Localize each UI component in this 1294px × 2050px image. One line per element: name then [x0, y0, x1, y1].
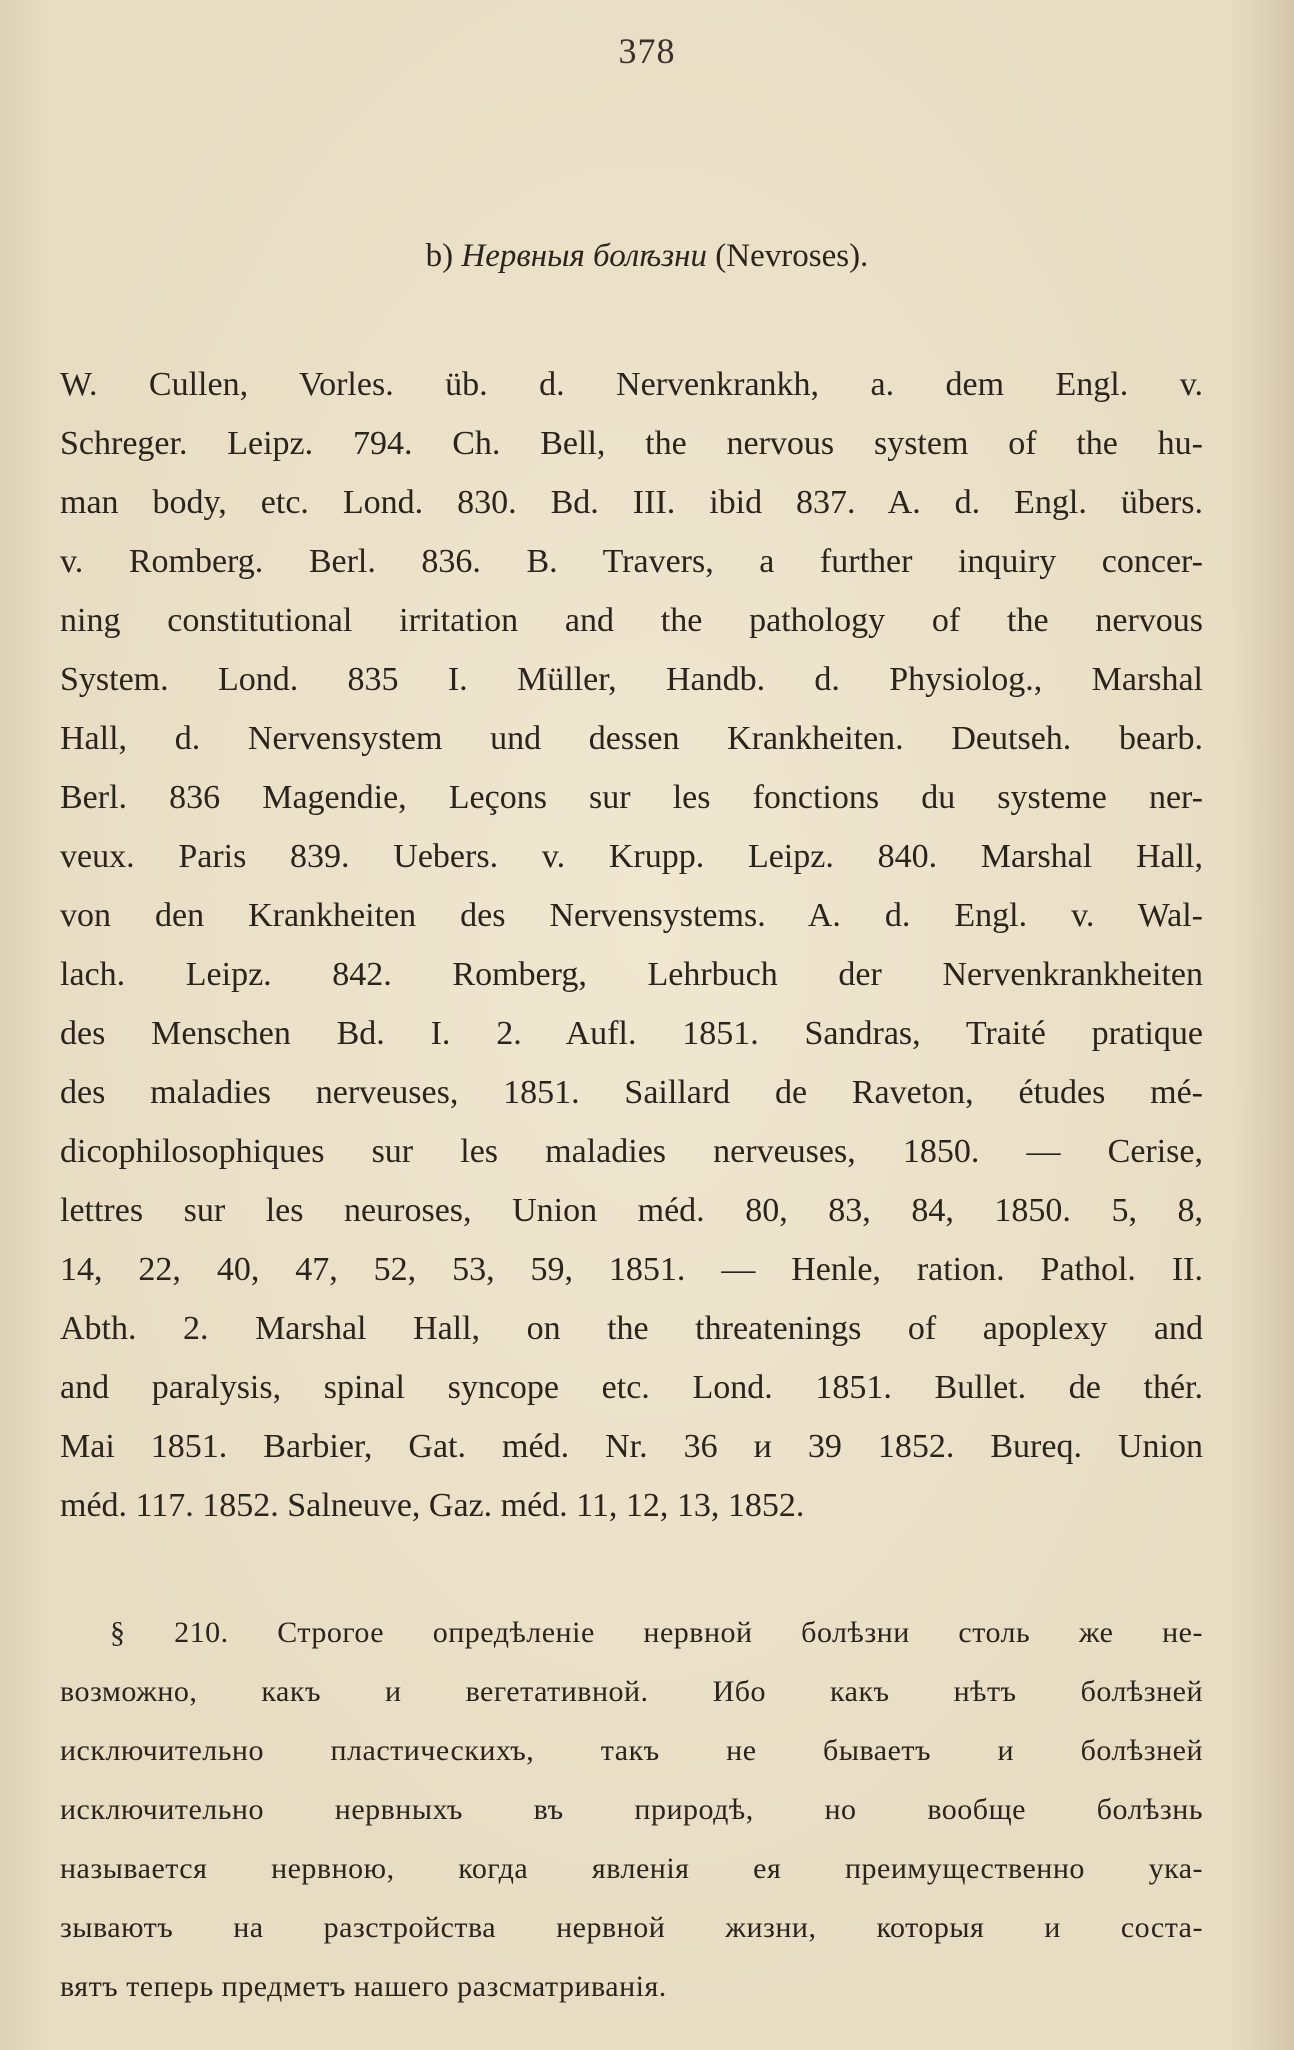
bibliography-line: System. Lond. 835 I. Müller, Handb. d. Physiolog., Marshal	[60, 661, 1203, 698]
bibliography-line: des maladies nerveuses, 1851. Saillard de Raveton, études mé-	[60, 1074, 1203, 1111]
page-number: 378	[618, 31, 676, 71]
paragraph-line: зываютъ на разстройства нервной жизни, которыя и соста-	[60, 1911, 1203, 1944]
paragraph-line: исключительно нервныхъ въ природѣ, но вообще болѣзнь	[60, 1793, 1203, 1826]
paragraph-line: называется нервною, когда явленія ея преимущественно ука-	[60, 1852, 1203, 1885]
section-heading	[0, 232, 1294, 280]
bibliography-line: dicophilosophiques sur les maladies nerveuses, 1850. — Cerise,	[60, 1133, 1203, 1170]
bibliography-line: Mai 1851. Barbier, Gat. méd. Nr. 36 и 39 1852. Bureq. Union	[60, 1428, 1203, 1465]
bibliography-line: 14, 22, 40, 47, 52, 53, 59, 1851. — Henle, ration. Pathol. II.	[60, 1251, 1203, 1288]
paragraph-line: исключительно пластическихъ, такъ не бываетъ и болѣзней	[60, 1734, 1203, 1767]
bibliography-line: Berl. 836 Magendie, Leçons sur les fonctions du systeme ner-	[60, 779, 1203, 816]
bibliography-line: W. Cullen, Vorles. üb. d. Nervenkrankh, a. dem Engl. v.	[60, 366, 1203, 403]
bibliography-line: veux. Paris 839. Uebers. v. Krupp. Leipz. 840. Marshal Hall,	[60, 838, 1203, 875]
section-title-french: (Nevroses).	[715, 238, 869, 274]
bibliography-line: and paralysis, spinal syncope etc. Lond. 1851. Bullet. de thér.	[60, 1369, 1203, 1406]
paragraph-line: вятъ теперь предметъ нашего разсматриванія.	[60, 1970, 667, 2003]
paragraph-line: возможно, какъ и вегетативной. Ибо какъ нѣтъ болѣзней	[60, 1675, 1203, 1708]
bibliography-line: des Menschen Bd. I. 2. Aufl. 1851. Sandras, Traité pratique	[60, 1015, 1203, 1052]
bibliography-line: ning constitutional irritation and the pathology of the nervous	[60, 602, 1203, 639]
bibliography-line: méd. 117. 1852. Salneuve, Gaz. méd. 11, 12, 13, 1852.	[60, 1487, 805, 1524]
bibliography-line: Schreger. Leipz. 794. Ch. Bell, the nervous system of the hu-	[60, 425, 1203, 462]
paragraph-line: § 210. Строгое опредѣленіе нервной болѣзни столь же не-	[110, 1616, 1203, 1649]
bibliography-line: von den Krankheiten des Nervensystems. A. d. Engl. v. Wal-	[60, 897, 1203, 934]
section-label: b)	[425, 238, 454, 274]
bibliography-line: v. Romberg. Berl. 836. B. Travers, a further inquiry concer-	[60, 543, 1203, 580]
bibliography-line: lettres sur les neuroses, Union méd. 80, 83, 84, 1850. 5, 8,	[60, 1192, 1203, 1229]
bibliography-line: Hall, d. Nervensystem und dessen Krankheiten. Deutseh. bearb.	[60, 720, 1203, 757]
section-title-russian: Нервныя болѣзни	[461, 238, 708, 274]
bibliography-line: lach. Leipz. 842. Romberg, Lehrbuch der Nervenkrankheiten	[60, 956, 1203, 993]
paragraph-210	[60, 1603, 1203, 2016]
bibliography-block	[60, 355, 1203, 1535]
bibliography-line: Abth. 2. Marshal Hall, on the threatenings of apoplexy and	[60, 1310, 1203, 1347]
bibliography-line: man body, etc. Lond. 830. Bd. III. ibid 837. A. d. Engl. übers.	[60, 484, 1203, 521]
